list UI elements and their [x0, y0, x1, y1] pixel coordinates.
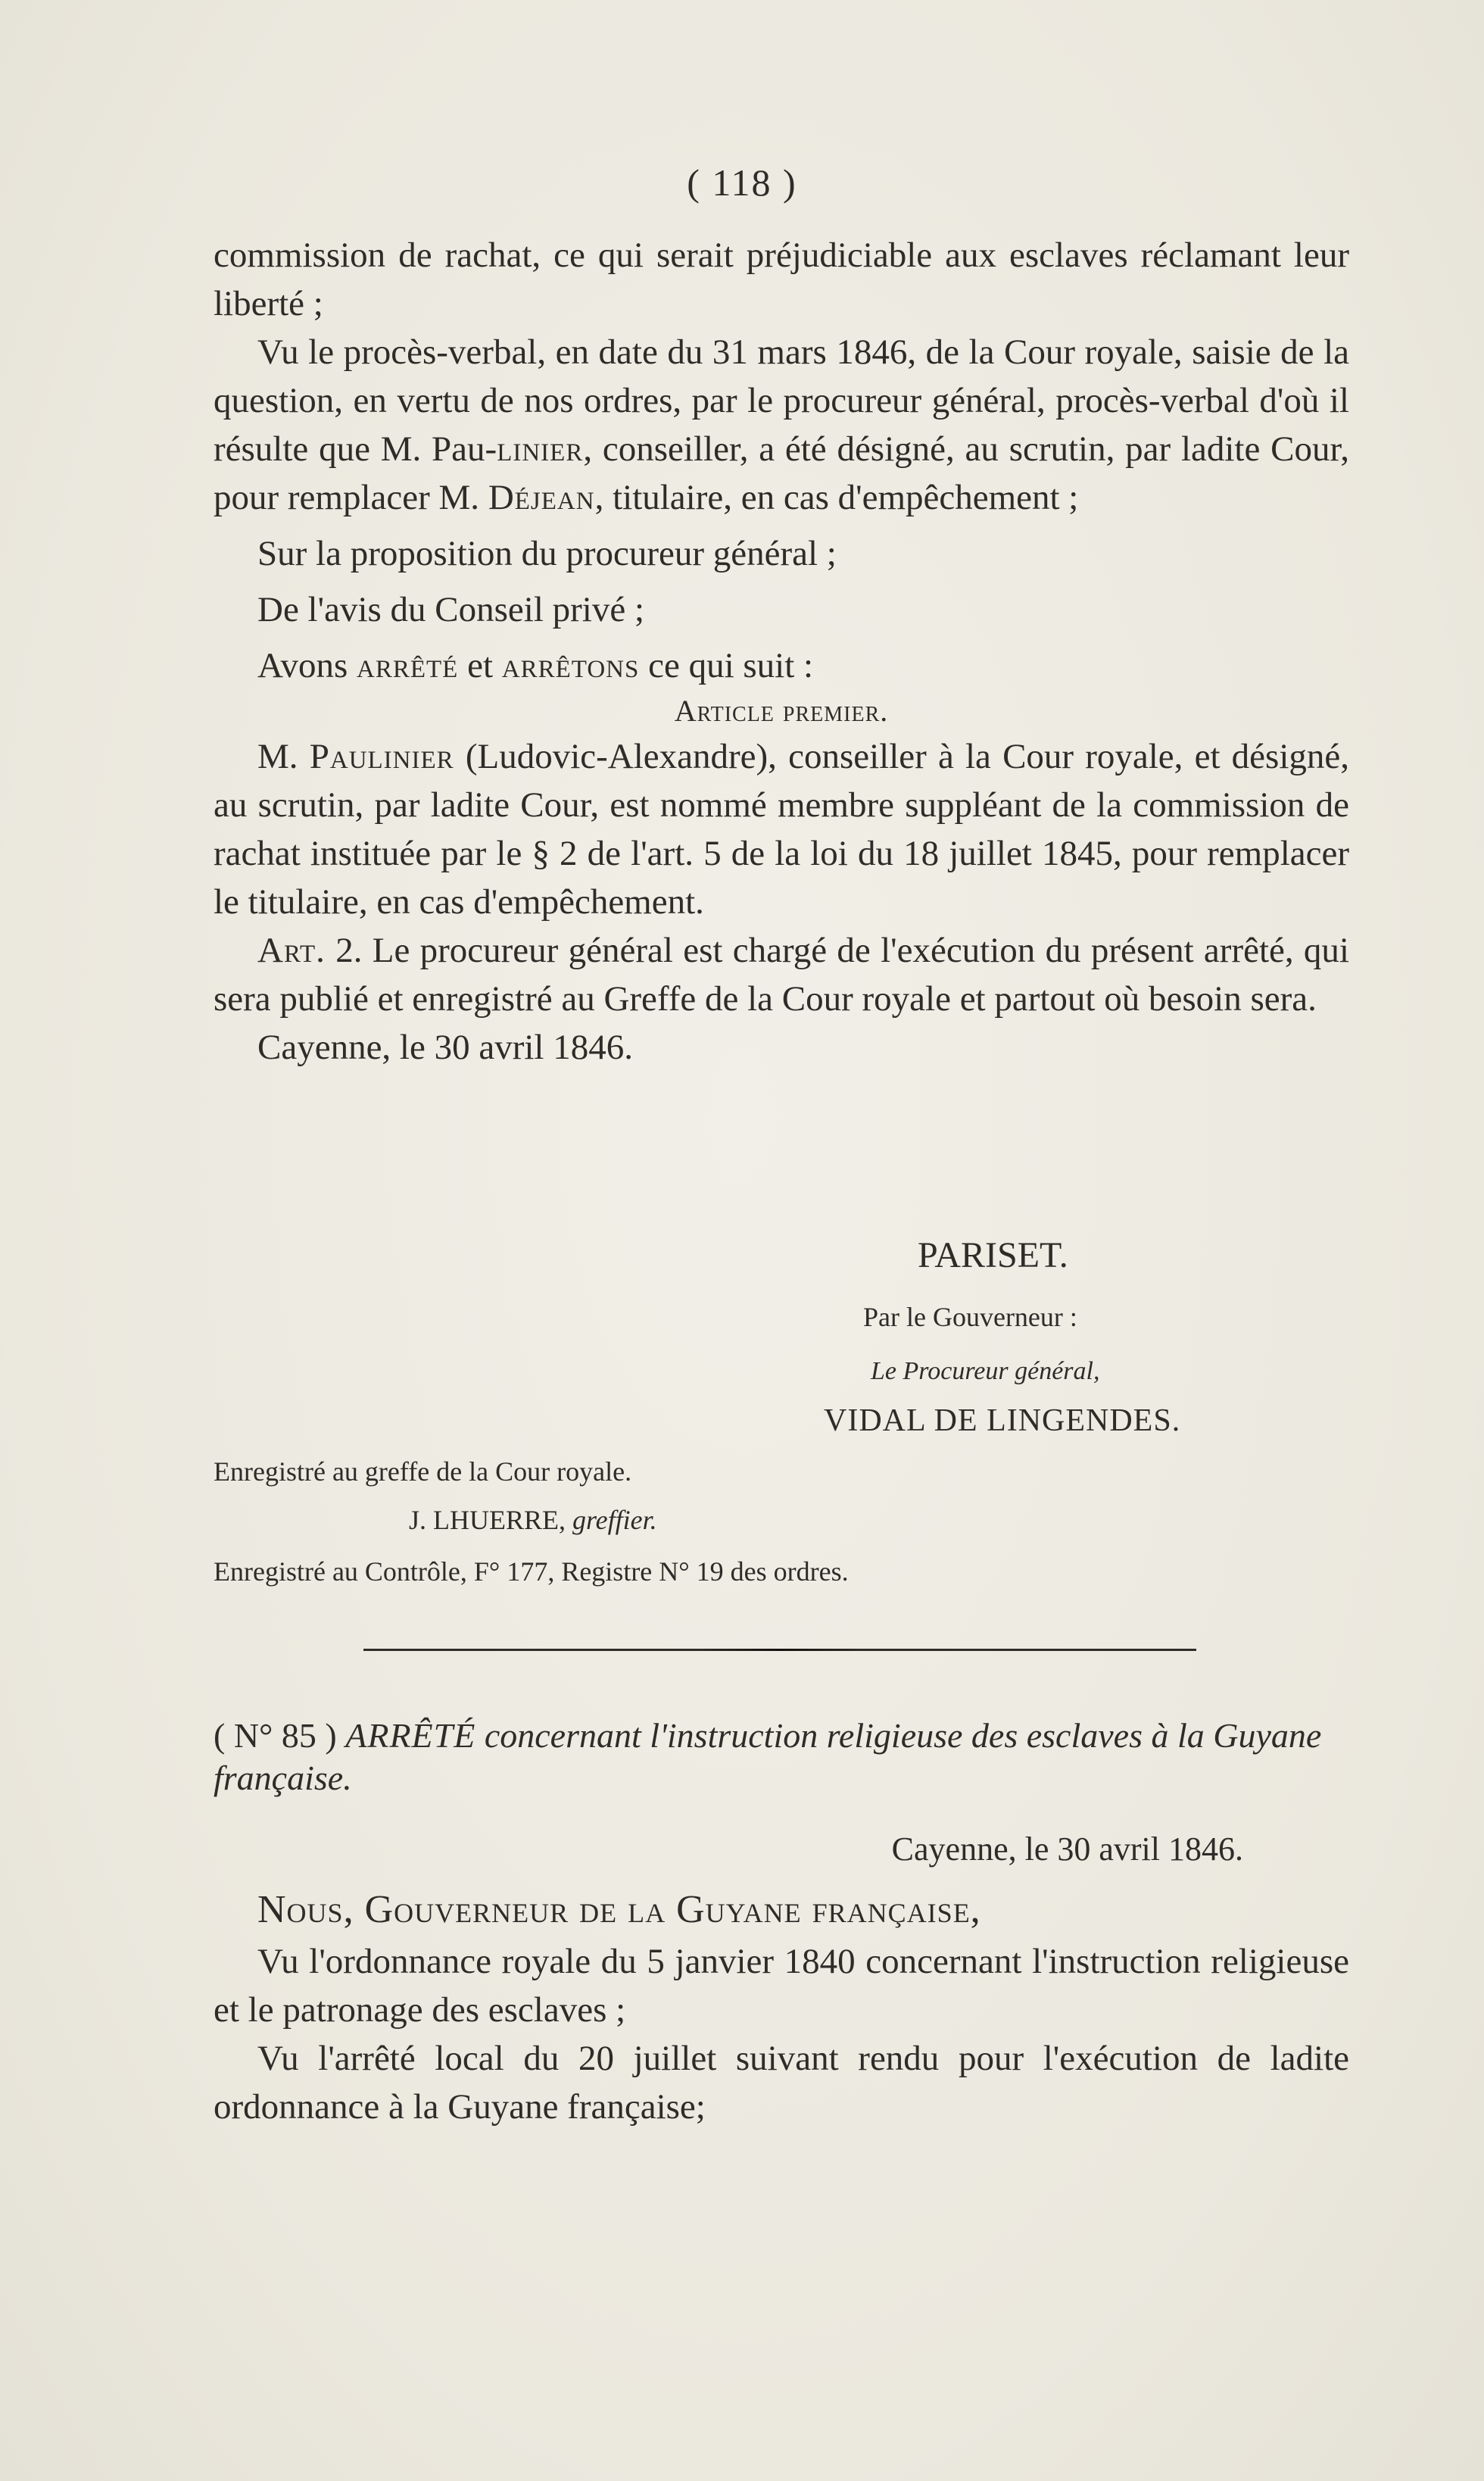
- article-1: M. Paulinier (Ludovic-Alexandre), conseiller à la Cour royale, et désigné, au scrutin, par ladite Cour, est nommé membre suppléant de la commission de rachat instituée par le § 2 de l'art. 5 de la loi du 18 juillet 1845, pour remplacer le titulaire, en cas d'empêchement.: [214, 737, 1349, 922]
- signature-pariset: PARISET.: [918, 1235, 1068, 1275]
- paragraph-avis: De l'avis du Conseil privé ;: [257, 590, 645, 629]
- paragraph-commission: commission de rachat, ce qui serait préjudiciable aux esclaves réclamant leur liberté ;: [214, 236, 1349, 323]
- article-title: Article premier.: [674, 694, 889, 728]
- nous-gouverneur: Nous, Gouverneur de la Guyane française,: [257, 1888, 981, 1931]
- paragraph-avons: Avons arrêté et arrêtons ce qui suit :: [257, 646, 814, 685]
- article-2: Art. 2. Le procureur général est chargé de l'exécution du présent arrêté, qui sera publié et enregistré au Greffe de la Cour royale et partout où besoin sera.: [214, 931, 1349, 1019]
- enregistre-controle: Enregistré au Contrôle, F° 177, Registre N° 19 des ordres.: [214, 1556, 849, 1587]
- paragraph-proposition: Sur la proposition du procureur général ;: [257, 534, 837, 573]
- page-number: ( 118 ): [687, 161, 797, 204]
- arrete-85-para-1: Vu l'ordonnance royale du 5 janvier 1840 concernant l'instruction religieuse et le patronage des esclaves ;: [214, 1942, 1349, 2030]
- arrete-85-date: Cayenne, le 30 avril 1846.: [891, 1830, 1243, 1868]
- arrete-85-heading: ( N° 85 ) ARRÊTÉ concernant l'instruction religieuse des esclaves à la Guyane française.: [214, 1716, 1322, 1797]
- greffier: J. LHUERRE, greffier.: [409, 1505, 657, 1535]
- procureur-name: VIDAL DE LINGENDES.: [824, 1403, 1181, 1438]
- paragraph-proces-verbal: Vu le procès-verbal, en date du 31 mars 1846, de la Cour royale, saisie de la question, en vertu de nos ordres, par le procureur général, procès-verbal d'où il résulte que M. Pau-linier, conseiller, a été désigné, au scrutin, par ladite Cour, pour remplacer M. Déjean, titulaire, en cas d'empêchement ;: [214, 332, 1349, 517]
- enregistre-greffe: Enregistré au greffe de la Cour royale.: [214, 1456, 632, 1487]
- body-text-top: [214, 231, 1349, 1072]
- body-text-bottom: [214, 1715, 1349, 2131]
- arrete-85-para-2: Vu l'arrêté local du 20 juillet suivant rendu pour l'exécution de ladite ordonnance à la Guyane française;: [214, 2039, 1349, 2127]
- par-le-gouverneur: Par le Gouverneur :: [863, 1302, 1077, 1332]
- section-divider: [363, 1649, 1196, 1651]
- procureur-title: Le Procureur général,: [871, 1357, 1100, 1385]
- place-date: Cayenne, le 30 avril 1846.: [257, 1028, 633, 1067]
